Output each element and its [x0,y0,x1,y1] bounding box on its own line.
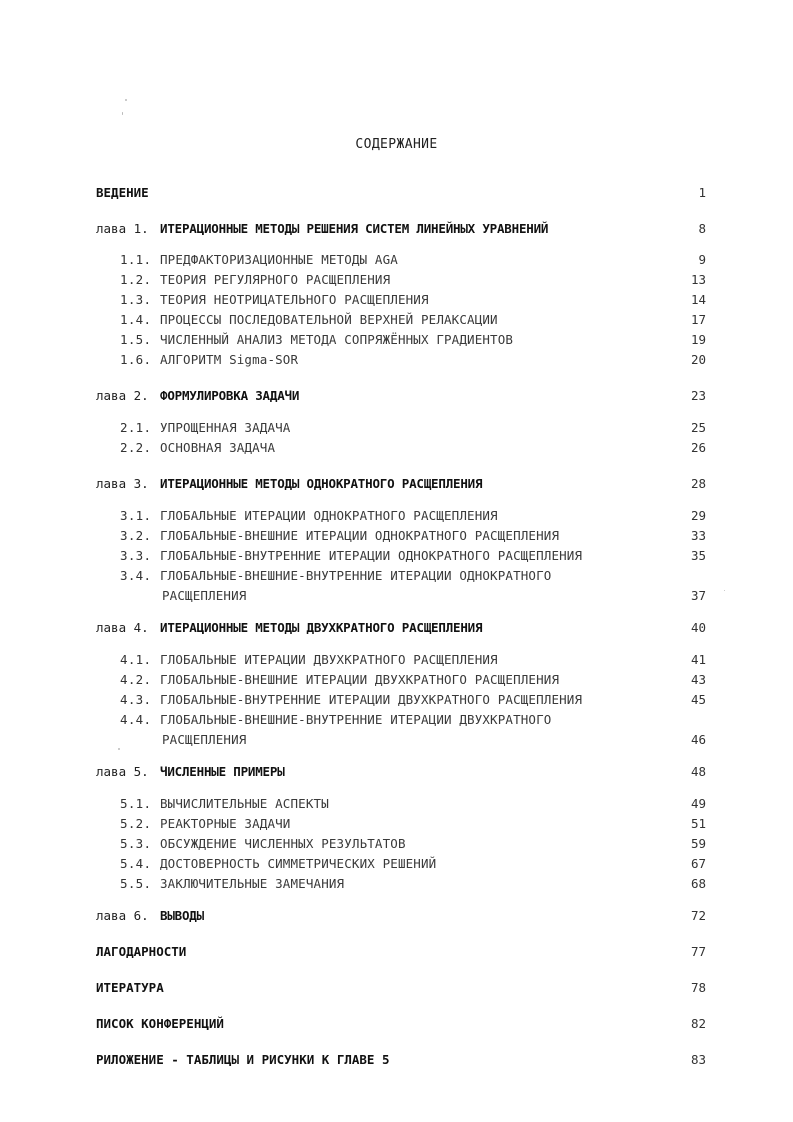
toc-entry-page: 29 [690,508,706,523]
toc-entry-text: ИТЕРАТУРА [96,980,164,995]
toc-section-title: ГЛОБАЛЬНЫЕ-ВНЕШНИЕ-ВНУТРЕННИЕ ИТЕРАЦИИ ДВУХКРАТНОГО [160,712,552,727]
toc-entry-page: 1 [698,185,706,200]
toc-chapter-1[interactable] [0,220,793,238]
toc-section-number: 1.1. [120,252,152,267]
toc-section-number: 3.3. [120,548,152,563]
toc-section-1-6[interactable] [0,351,793,369]
toc-section-title: РАСЩЕПЛЕНИЯ [162,732,247,747]
toc-section-4-1[interactable] [0,651,793,669]
toc-section-2-1[interactable] [0,419,793,437]
toc-entry-text: ЛАГОДАРНОСТИ [96,944,187,959]
toc-entry-page: 48 [690,764,706,779]
toc-section-number: 4.1. [120,652,152,667]
toc-entry-page: 72 [690,908,706,923]
toc-entry-page: 46 [690,732,706,747]
toc-section-title: ЗАКЛЮЧИТЕЛЬНЫЕ ЗАМЕЧАНИЯ [160,876,345,891]
toc-section-title: ГЛОБАЛЬНЫЕ ИТЕРАЦИИ ОДНОКРАТНОГО РАСЩЕПЛЕНИЯ [160,508,498,523]
toc-section-number: 1.2. [120,272,152,287]
toc-entry-page: 40 [690,620,706,635]
toc-section-3-4[interactable] [0,567,793,585]
toc-entry-page: 26 [690,440,706,455]
toc-entry-page: 37 [690,588,706,603]
toc-entry-page: 82 [690,1016,706,1031]
toc-section-title: ОСНОВНАЯ ЗАДАЧА [160,440,276,455]
toc-chapter-number: лава 2. [96,388,149,403]
toc-section-5-5[interactable] [0,875,793,893]
toc-chapter-title: ВЫВОДЫ [160,908,204,923]
toc-section-title: ДОСТОВЕРНОСТЬ СИММЕТРИЧЕСКИХ РЕШЕНИЙ [160,856,437,871]
scan-speck [125,99,127,101]
toc-entry-page: 8 [698,221,706,236]
toc-chapter-4[interactable] [0,619,793,637]
toc-section-3-2[interactable] [0,527,793,545]
toc-entry-conferences[interactable] [0,1015,793,1033]
toc-chapter-5[interactable] [0,763,793,781]
toc-chapter-title: ИТЕРАЦИОННЫЕ МЕТОДЫ РЕШЕНИЯ СИСТЕМ ЛИНЕЙНЫХ УРАВНЕНИЙ [160,221,549,236]
toc-entry-text: РИЛОЖЕНИЕ - ТАБЛИЦЫ И РИСУНКИ К ГЛАВЕ 5 [96,1052,390,1067]
toc-entry-page: 68 [690,876,706,891]
toc-entry-introduction[interactable] [0,184,793,202]
toc-entry-page: 17 [690,312,706,327]
toc-section-1-1[interactable] [0,251,793,269]
toc-section-title: ТЕОРИЯ РЕГУЛЯРНОГО РАСЩЕПЛЕНИЯ [160,272,391,287]
toc-entry-page: 9 [698,252,706,267]
toc-chapter-number: лава 4. [96,620,149,635]
toc-chapter-3[interactable] [0,475,793,493]
toc-section-title: ОБСУЖДЕНИЕ ЧИСЛЕННЫХ РЕЗУЛЬТАТОВ [160,836,406,851]
toc-section-title: ГЛОБАЛЬНЫЕ-ВНЕШНИЕ ИТЕРАЦИИ ОДНОКРАТНОГО РАСЩЕПЛЕНИЯ [160,528,560,543]
toc-chapter-number: лава 1. [96,221,149,236]
toc-section-4-2[interactable] [0,671,793,689]
toc-section-1-3[interactable] [0,291,793,309]
toc-chapter-6[interactable] [0,907,793,925]
toc-entry-literature[interactable] [0,979,793,997]
toc-entry-page: 49 [690,796,706,811]
toc-section-3-3[interactable] [0,547,793,565]
toc-section-title: ГЛОБАЛЬНЫЕ-ВНУТРЕННИЕ ИТЕРАЦИИ ОДНОКРАТНОГО РАСЩЕПЛЕНИЯ [160,548,583,563]
toc-entry-appendix[interactable] [0,1051,793,1069]
toc-section-title: РАСЩЕПЛЕНИЯ [162,588,247,603]
toc-entry-page: 43 [690,672,706,687]
toc-section-number: 5.2. [120,816,152,831]
toc-entry-page: 77 [690,944,706,959]
toc-section-number: 3.4. [120,568,152,583]
toc-section-number: 5.5. [120,876,152,891]
toc-entry-page: 28 [690,476,706,491]
toc-section-number: 5.1. [120,796,152,811]
toc-entry-page: 14 [690,292,706,307]
toc-section-5-1[interactable] [0,795,793,813]
toc-section-4-3[interactable] [0,691,793,709]
toc-entry-page: 51 [690,816,706,831]
toc-section-2-2[interactable] [0,439,793,457]
toc-section-3-1[interactable] [0,507,793,525]
toc-entry-text: ПИСОК КОНФЕРЕНЦИЙ [96,1016,224,1031]
toc-entry-page: 67 [690,856,706,871]
toc-chapter-number: лава 5. [96,764,149,779]
toc-entry-page: 59 [690,836,706,851]
toc-section-title: ГЛОБАЛЬНЫЕ-ВНУТРЕННИЕ ИТЕРАЦИИ ДВУХКРАТНОГО РАСЩЕПЛЕНИЯ [160,692,583,707]
toc-section-number: 4.4. [120,712,152,727]
toc-section-number: 2.1. [120,420,152,435]
toc-section-number: 1.5. [120,332,152,347]
toc-entry-page: 33 [690,528,706,543]
toc-section-number: 3.2. [120,528,152,543]
toc-section-5-4[interactable] [0,855,793,873]
toc-section-title: ТЕОРИЯ НЕОТРИЦАТЕЛЬНОГО РАСЩЕПЛЕНИЯ [160,292,429,307]
toc-section-1-2[interactable] [0,271,793,289]
scan-speck [122,112,123,115]
toc-section-4-4[interactable] [0,711,793,729]
toc-section-title: ЧИСЛЕННЫЙ АНАЛИЗ МЕТОДА СОПРЯЖЁННЫХ ГРАДИЕНТОВ [160,332,514,347]
toc-entry-page: 78 [690,980,706,995]
toc-section-number: 5.4. [120,856,152,871]
toc-section-3-4-continuation[interactable] [0,587,793,605]
toc-section-4-4-continuation[interactable] [0,731,793,749]
toc-section-title: ГЛОБАЛЬНЫЕ-ВНЕШНИЕ-ВНУТРЕННИЕ ИТЕРАЦИИ ОДНОКРАТНОГО [160,568,552,583]
toc-section-title: ГЛОБАЛЬНЫЕ ИТЕРАЦИИ ДВУХКРАТНОГО РАСЩЕПЛЕНИЯ [160,652,498,667]
toc-section-title: ГЛОБАЛЬНЫЕ-ВНЕШНИЕ ИТЕРАЦИИ ДВУХКРАТНОГО РАСЩЕПЛЕНИЯ [160,672,560,687]
toc-section-5-3[interactable] [0,835,793,853]
toc-chapter-title: ФОРМУЛИРОВКА ЗАДАЧИ [160,388,300,403]
toc-entry-page: 45 [690,692,706,707]
toc-section-number: 2.2. [120,440,152,455]
toc-section-1-5[interactable] [0,331,793,349]
toc-section-title: ПРОЦЕССЫ ПОСЛЕДОВАТЕЛЬНОЙ ВЕРХНЕЙ РЕЛАКСАЦИИ [160,312,498,327]
toc-section-title: ВЫЧИСЛИТЕЛЬНЫЕ АСПЕКТЫ [160,796,329,811]
toc-entry-page: 35 [690,548,706,563]
toc-entry-page: 13 [690,272,706,287]
toc-section-title: РЕАКТОРНЫЕ ЗАДАЧИ [160,816,291,831]
toc-section-number: 4.3. [120,692,152,707]
toc-chapter-2[interactable] [0,387,793,405]
toc-chapter-title: ИТЕРАЦИОННЫЕ МЕТОДЫ ДВУХКРАТНОГО РАСЩЕПЛЕНИЯ [160,620,483,635]
toc-chapter-title: ИТЕРАЦИОННЫЕ МЕТОДЫ ОДНОКРАТНОГО РАСЩЕПЛЕНИЯ [160,476,483,491]
toc-section-5-2[interactable] [0,815,793,833]
toc-section-number: 3.1. [120,508,152,523]
toc-entry-page: 41 [690,652,706,667]
toc-entry-page: 19 [690,332,706,347]
toc-section-title: ПРЕДФАКТОРИЗАЦИОННЫЕ МЕТОДЫ AGA [160,252,398,267]
toc-section-title: УПРОЩЕННАЯ ЗАДАЧА [160,420,291,435]
toc-chapter-title: ЧИСЛЕННЫЕ ПРИМЕРЫ [160,764,285,779]
toc-chapter-number: лава 3. [96,476,149,491]
toc-section-number: 5.3. [120,836,152,851]
toc-section-1-4[interactable] [0,311,793,329]
page-title: СОДЕРЖАНИЕ [355,137,438,152]
toc-entry-text: ВЕДЕНИЕ [96,185,149,200]
toc-section-title: АЛГОРИТМ Sigma-SOR [160,352,299,367]
toc-entry-page: 83 [690,1052,706,1067]
toc-section-number: 1.6. [120,352,152,367]
toc-chapter-number: лава 6. [96,908,149,923]
toc-entry-page: 23 [690,388,706,403]
toc-section-number: 1.4. [120,312,152,327]
toc-entry-page: 20 [690,352,706,367]
toc-entry-page: 25 [690,420,706,435]
toc-section-number: 1.3. [120,292,152,307]
toc-entry-acknowledgements[interactable] [0,943,793,961]
toc-section-number: 4.2. [120,672,152,687]
